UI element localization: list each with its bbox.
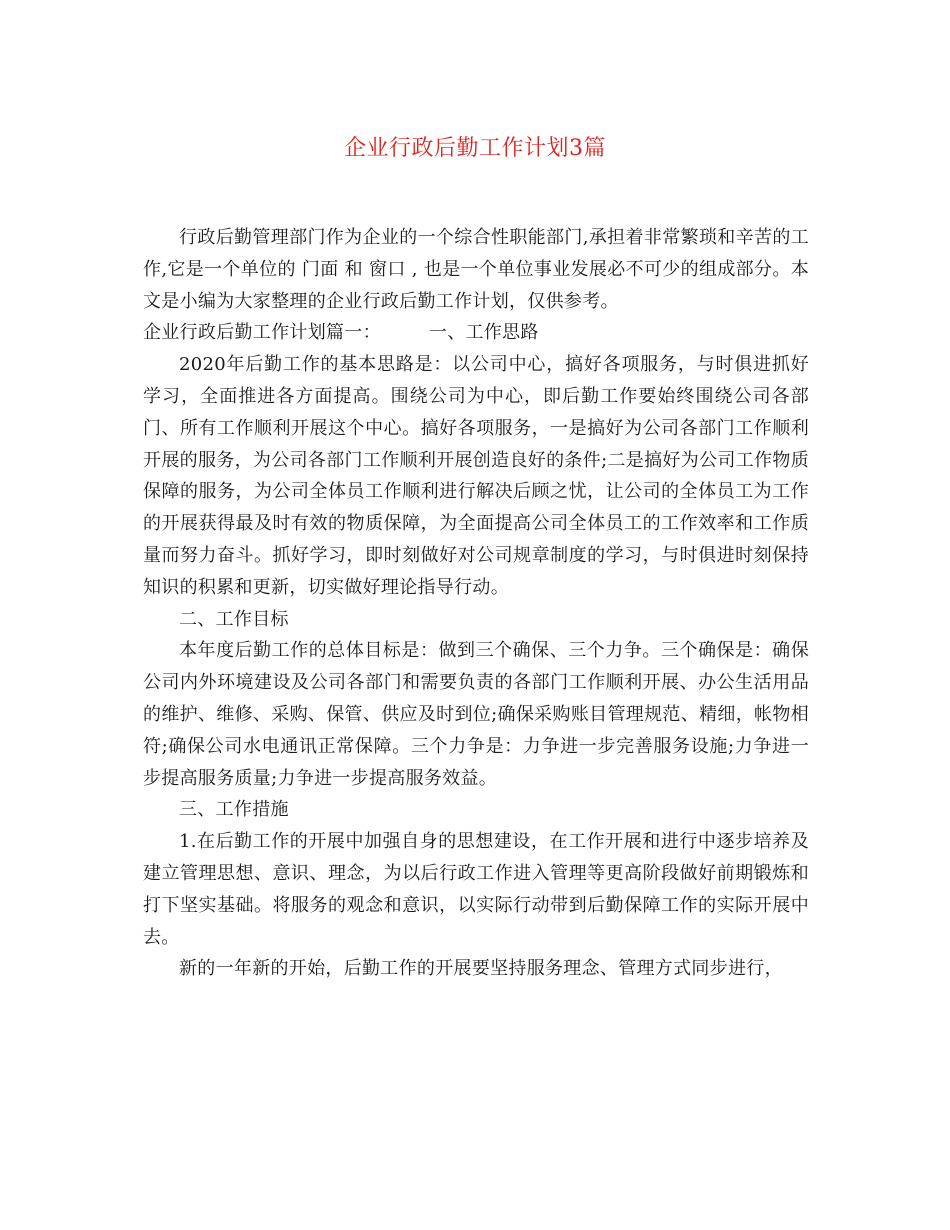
measures-paragraph-2: 新的一年新的开始，后勤工作的开展要坚持服务理念、管理方式同步进行， (179, 958, 783, 980)
goals-paragraph: 本年度后勤工作的总体目标是：做到三个确保、三个力争。三个确保是：确保公司内外环境建设及公司各部门和需要负责的各部门工作顺利开展、办公生活用品的维护、维修、采购、保管、供应及时到位;确保采购账目管理规范、精细，帐物相符;确保公司水电通讯正常保障。三个力争是：力争进一步完善服务设施;力争进一步提高服务质量;力争进一步提高服务效益。 (143, 640, 809, 789)
heading-work-measures: 三、工作措施 (179, 799, 289, 821)
measures-paragraph-1: 1.在后勤工作的开展中加强自身的思想建设，在工作开展和进行中逐步培养及建立管理思想、意识、理念，为以后行政工作进入管理等更高阶段做好前期锻炼和打下坚实基础。将服务的观念和意识，以实际行动带到后勤保障工作的实际开展中去。 (143, 831, 809, 948)
section-intro-line (143, 317, 809, 349)
approach-paragraph: 2020年后勤工作的基本思路是：以公司中心，搞好各项服务，与时俱进抓好学习，全面推进各方面提高。围绕公司为中心，即后勤工作要始终围绕公司各部门、所有工作顺利开展这个中心。搞好各项服务，一是搞好为公司各部门工作顺利开展的服务，为公司各部门工作顺利开展创造良好的条件;二是搞好为公司工作物质保障的服务，为公司全体员工作顺利进行解决后顾之忧，让公司的全体员工为工作的开展获得最及时有效的物质保障，为全面提高公司全体员工的工作效率和工作质量而努力奋斗。抓好学习，即时刻做好对公司规章制度的学习，与时俱进时刻保持知识的积累和更新，切实做好理论指导行动。 (143, 354, 809, 598)
document-title: 企业行政后勤工作计划3篇 (344, 136, 606, 161)
heading-work-approach: 一、工作思路 (428, 322, 539, 344)
heading-work-goals: 二、工作目标 (179, 608, 289, 630)
document-body (143, 222, 809, 985)
intro-paragraph: 行政后勤管理部门作为企业的一个综合性职能部门,承担着非常繁琐和辛苦的工作,它是一个单位的 门面 和 窗口 , 也是一个单位事业发展必不可少的组成部分。本文是小编为大家整理的企业行政后勤工作计划，仅供参考。 (143, 227, 809, 312)
section-intro-label: 企业行政后勤工作计划篇一： (143, 322, 381, 344)
